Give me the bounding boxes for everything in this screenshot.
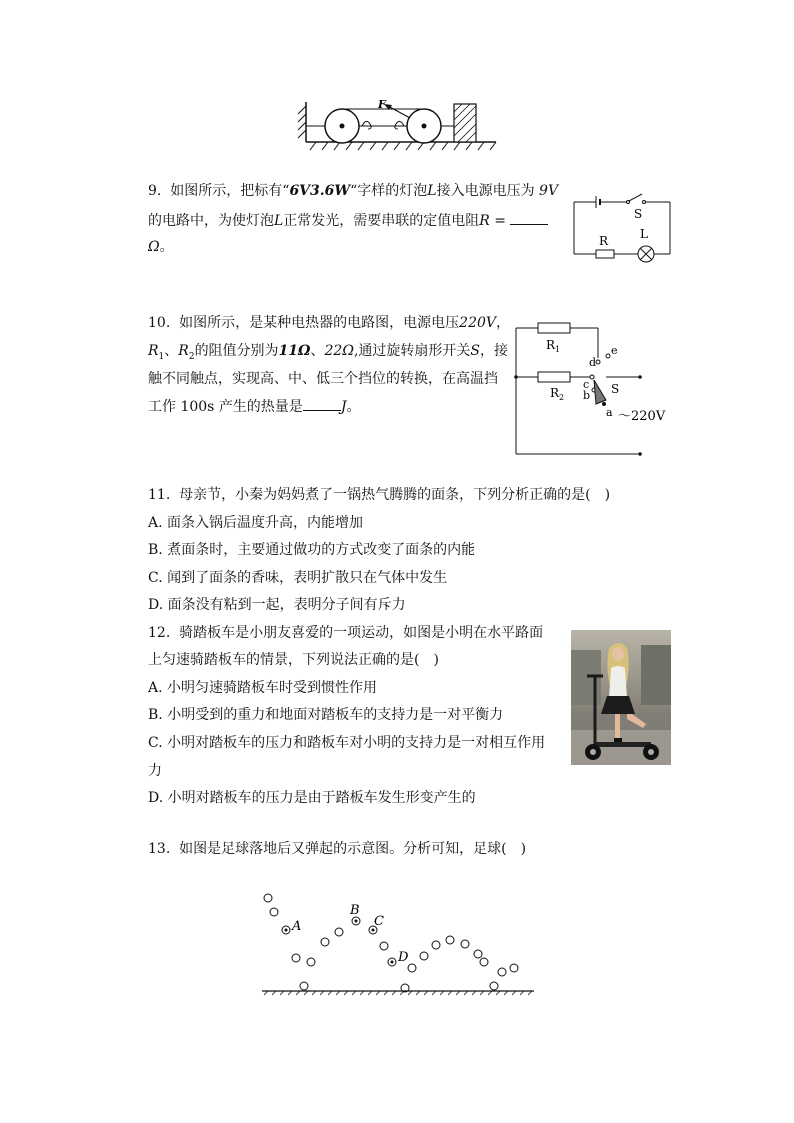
q13-number: 13. [148, 841, 171, 857]
ball-position [307, 958, 315, 966]
ball-position [321, 938, 329, 946]
q10-line3: 触不同触点，实现高、中、低三个挡位的转换，在高温挡 [148, 371, 498, 387]
q10-circuit-figure [510, 318, 680, 460]
q9-line1: 9. 如图所示，把标有“6V3.6W“字样的灯泡L接入电源电压为 9V [148, 183, 559, 199]
q9-line2: 的电路中，为使灯泡L正常发光，需要串联的定值电阻R = [148, 212, 548, 230]
contact-a: a [606, 406, 613, 419]
q11-option-a[interactable]: A. 面条入锅后温度升高，内能增加 [148, 515, 364, 531]
ball-position [300, 982, 308, 990]
ball-position [510, 964, 518, 972]
ball-position [498, 968, 506, 976]
q9-answer-blank[interactable] [510, 212, 548, 225]
q12-option-b[interactable]: B. 小明受到的重力和地面对踏板车的支持力是一对平衡力 [148, 707, 504, 723]
svg-text:2: 2 [559, 393, 565, 402]
q10-number: 10. [148, 315, 171, 331]
q12-option-c[interactable]: C. 小明对踏板车的压力和踏板车对小明的支持力是一对相互作用 [148, 735, 546, 751]
q9-number: 9. [148, 183, 162, 199]
q10-line1: 10. 如图所示，是某种电热器的电路图，电源电压220V， [148, 315, 511, 331]
q12-option-d[interactable]: D. 小明对踏板车的压力是由于踏板车发生形变产生的 [148, 790, 476, 806]
fan-switch-label: S [611, 382, 620, 396]
point-c-label: C [374, 914, 384, 929]
lamp-label: L [640, 227, 648, 241]
contact-d: d [589, 356, 597, 369]
ball-position [420, 952, 428, 960]
contact-e: e [611, 344, 618, 357]
q10-line4: 工作 100s 产生的热量是 J。 [148, 399, 361, 415]
q12-number: 12. [148, 625, 171, 641]
q12-stem-line1: 12. 骑踏板车是小朋友喜爱的一项运动，如图是小明在水平路面 [148, 625, 544, 641]
ball-position [264, 894, 272, 902]
supply-voltage-label: ～220V [618, 409, 666, 424]
contact-c: c [583, 378, 590, 391]
pulley-figure [292, 96, 498, 152]
scooter-photo [571, 630, 671, 765]
bouncing-ball-figure [260, 890, 536, 996]
r1-label: R [546, 338, 556, 352]
ball-position [480, 958, 488, 966]
ball-position [335, 928, 343, 936]
q11-option-b[interactable]: B. 煮面条时，主要通过做功的方式改变了面条的内能 [148, 542, 476, 558]
q9-line3: Ω。 [148, 239, 174, 255]
ball-position [292, 954, 300, 962]
q13-stem: 13. 如图是足球落地后又弹起的示意图。分析可知，足球( ) [148, 841, 527, 857]
switch-label: S [634, 207, 643, 221]
q11-stem: 11. 母亲节，小秦为妈妈煮了一锅热气腾腾的面条，下列分析正确的是( ) [148, 487, 611, 503]
q10-answer-blank[interactable] [303, 398, 341, 411]
force-label: F [378, 98, 386, 111]
point-a-label: A [292, 919, 302, 934]
ball-position [461, 940, 469, 948]
ball-position [270, 908, 278, 916]
q11-option-d[interactable]: D. 面条没有粘到一起，表明分子间有斥力 [148, 597, 406, 613]
contact-b: b [583, 389, 591, 402]
q11-option-c[interactable]: C. 闻到了面条的香味，表明扩散只在气体中发生 [148, 570, 448, 586]
q12-option-c-cont: 力 [148, 763, 162, 779]
resistor-label: R [599, 234, 609, 248]
ball-position [490, 982, 498, 990]
point-b-label: B [350, 903, 360, 918]
svg-text:1: 1 [555, 345, 561, 354]
ball-position [408, 964, 416, 972]
ball-position [446, 936, 454, 944]
q10-line2: $R_1$、$R_2$的阻值分别为11Ω、22Ω,通过旋转扇形开关S，接 [148, 343, 508, 362]
q12-stem-line2: 上匀速骑踏板车的情景，下列说法正确的是( ) [148, 652, 439, 668]
ball-position [380, 942, 388, 950]
q12-option-a[interactable]: A. 小明匀速骑踏板车时受到惯性作用 [148, 680, 378, 696]
ball-position [432, 941, 440, 949]
q9-circuit-figure [570, 192, 674, 264]
q11-number: 11. [148, 487, 171, 503]
ball-position [474, 950, 482, 958]
r2-label: R [550, 386, 560, 400]
point-d-label: D [398, 950, 409, 965]
